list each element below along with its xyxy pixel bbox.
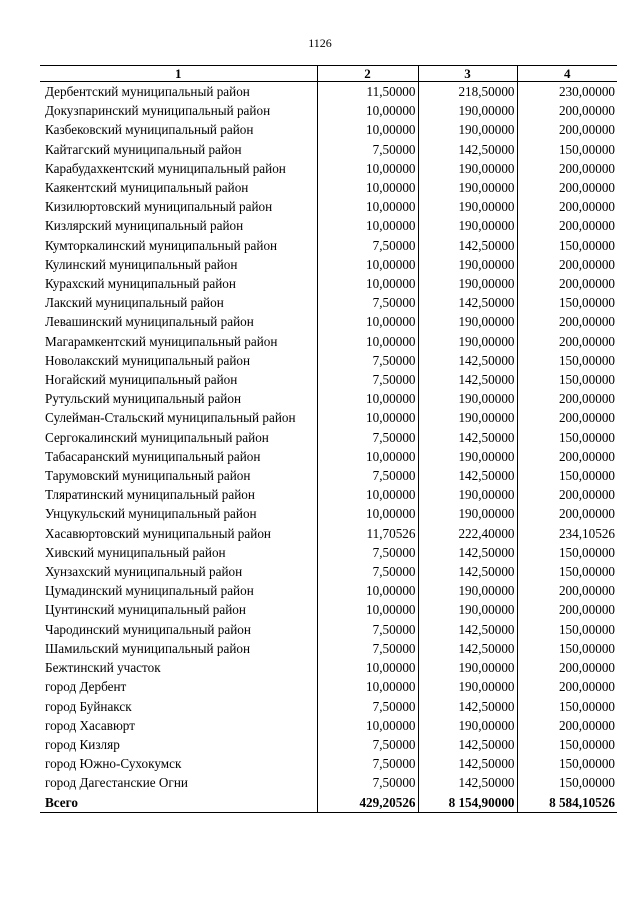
row-name-cell: Кизлярский муниципальный район: [40, 216, 317, 235]
row-col4-cell: 150,00000: [558, 756, 615, 772]
row-col3-cell: 190,00000: [418, 389, 517, 408]
row-col2-cell: 7,50000: [317, 773, 418, 792]
row-col4-cell: 234,10526: [558, 525, 615, 541]
data-table: [40, 65, 617, 813]
row-name-cell: Магарамкентский муниципальный район: [40, 332, 317, 351]
row-col4-cell: 200,00000: [558, 391, 615, 407]
row-col2-cell: 7,50000: [317, 543, 418, 562]
row-col3-cell: 142,50000: [418, 428, 517, 447]
row-col2-cell: 10,00000: [317, 581, 418, 600]
header-col-3: 3: [418, 66, 517, 82]
row-col3-cell: 190,00000: [418, 197, 517, 216]
row-name-cell: Новолакский муниципальный район: [40, 351, 317, 370]
row-col2-cell: 7,50000: [317, 562, 418, 581]
row-name-cell: Дербентский муниципальный район: [40, 82, 317, 102]
row-col3-cell: 142,50000: [418, 466, 517, 485]
row-col3-cell: 142,50000: [418, 351, 517, 370]
row-col4-cell: 200,00000: [558, 103, 615, 119]
row-col4-cell: 150,00000: [558, 775, 615, 791]
table-row: [40, 581, 617, 600]
table-row: [40, 140, 617, 159]
row-col3-cell: 142,50000: [418, 140, 517, 159]
row-col4-cell: 150,00000: [558, 736, 615, 752]
row-col2-cell: 10,00000: [317, 485, 418, 504]
table-header: [40, 66, 617, 82]
row-name-cell: Бежтинский участок: [40, 658, 317, 677]
total-value: 8 584,10526: [517, 793, 617, 813]
row-col4-cell: 200,00000: [558, 180, 615, 196]
row-col3-cell: 142,50000: [418, 543, 517, 562]
table-row: [40, 408, 617, 427]
row-col2-cell: 10,00000: [317, 216, 418, 235]
row-col4-cell: 150,00000: [558, 640, 615, 656]
table-row: [40, 101, 617, 120]
row-col3-cell: 222,40000: [418, 524, 517, 543]
row-name-cell: город Буйнакск: [40, 697, 317, 716]
table-row: [40, 504, 617, 523]
row-col2-cell: 7,50000: [317, 293, 418, 312]
row-col4-cell: 200,00000: [558, 160, 615, 176]
row-col3-cell: 190,00000: [418, 216, 517, 235]
row-col3-cell: 190,00000: [418, 332, 517, 351]
row-col2-cell: 10,00000: [317, 274, 418, 293]
row-name-cell: Унцукульский муниципальный район: [40, 504, 317, 523]
row-col4-cell: 150,00000: [558, 352, 615, 368]
row-col3-cell: 190,00000: [418, 255, 517, 274]
row-col2-cell: 7,50000: [317, 697, 418, 716]
row-col2-cell: 7,50000: [317, 236, 418, 255]
row-col4-cell: 150,00000: [558, 429, 615, 445]
table-row: [40, 447, 617, 466]
total-value: 8 154,90000: [418, 793, 517, 813]
row-col4-cell: 150,00000: [558, 295, 615, 311]
table-row: [40, 524, 617, 543]
row-col2-cell: 10,00000: [317, 332, 418, 351]
table-row: [40, 178, 617, 197]
row-col3-cell: 142,50000: [418, 370, 517, 389]
row-col4-cell: 200,00000: [558, 583, 615, 599]
table-row: [40, 773, 617, 792]
row-col4-cell: 200,00000: [558, 314, 615, 330]
row-col3-cell: 190,00000: [418, 159, 517, 178]
row-col3-cell: 190,00000: [418, 312, 517, 331]
row-col4-cell: 200,00000: [558, 276, 615, 292]
table-row: [40, 332, 617, 351]
row-col4-cell: 150,00000: [558, 372, 615, 388]
table-row: [40, 639, 617, 658]
row-name-cell: Кулинский муниципальный район: [40, 255, 317, 274]
table-row: [40, 216, 617, 235]
row-col3-cell: 190,00000: [418, 658, 517, 677]
row-col3-cell: 190,00000: [418, 716, 517, 735]
row-col3-cell: 190,00000: [418, 600, 517, 619]
table-row: [40, 485, 617, 504]
row-name-cell: Докузпаринский муниципальный район: [40, 101, 317, 120]
row-name-cell: Левашинский муниципальный район: [40, 312, 317, 331]
table-row: [40, 716, 617, 735]
row-col2-cell: 7,50000: [317, 466, 418, 485]
table-row: [40, 658, 617, 677]
row-col3-cell: 190,00000: [418, 447, 517, 466]
table-row: [40, 236, 617, 255]
row-name-cell: Цумадинский муниципальный район: [40, 581, 317, 600]
header-row: [40, 66, 617, 82]
row-name-cell: Сергокалинский муниципальный район: [40, 428, 317, 447]
row-name-cell: Хасавюртовский муниципальный район: [40, 524, 317, 543]
row-col2-cell: 10,00000: [317, 447, 418, 466]
row-col4-cell: 230,00000: [558, 84, 615, 99]
row-name-cell: город Дербент: [40, 677, 317, 696]
row-name-cell: Ногайский муниципальный район: [40, 370, 317, 389]
row-col2-cell: 10,00000: [317, 101, 418, 120]
table-row: [40, 255, 617, 274]
row-col4-cell: 150,00000: [558, 621, 615, 637]
table-row: [40, 82, 617, 102]
table-row: [40, 293, 617, 312]
row-col4-cell: 200,00000: [558, 256, 615, 272]
row-col2-cell: 10,00000: [317, 389, 418, 408]
table-row: [40, 735, 617, 754]
table-row: [40, 120, 617, 139]
row-col4-cell: 150,00000: [558, 544, 615, 560]
row-name-cell: Карабудахкентский муниципальный район: [40, 159, 317, 178]
row-col3-cell: 142,50000: [418, 620, 517, 639]
row-col3-cell: 190,00000: [418, 178, 517, 197]
row-col2-cell: 10,00000: [317, 255, 418, 274]
total-value: 429,20526: [317, 793, 418, 813]
table-row: [40, 754, 617, 773]
row-col2-cell: 10,00000: [317, 716, 418, 735]
row-col4-cell: 150,00000: [558, 237, 615, 253]
row-name-cell: Хивский муниципальный район: [40, 543, 317, 562]
row-name-cell: Лакский муниципальный район: [40, 293, 317, 312]
row-name-cell: Тарумовский муниципальный район: [40, 466, 317, 485]
row-col3-cell: 190,00000: [418, 504, 517, 523]
row-name-cell: Шамильский муниципальный район: [40, 639, 317, 658]
table-row: [40, 312, 617, 331]
table-row: [40, 389, 617, 408]
row-col4-cell: 200,00000: [558, 506, 615, 522]
row-col4-cell: 200,00000: [558, 199, 615, 215]
row-col2-cell: 7,50000: [317, 735, 418, 754]
row-name-cell: Кумторкалинский муниципальный район: [40, 236, 317, 255]
table-body: [40, 82, 617, 813]
table-row: [40, 197, 617, 216]
row-name-cell: город Хасавюрт: [40, 716, 317, 735]
table-row: [40, 677, 617, 696]
row-col2-cell: 10,00000: [317, 677, 418, 696]
row-col3-cell: 190,00000: [418, 120, 517, 139]
header-col-2: 2: [317, 66, 418, 82]
row-col2-cell: 11,50000: [317, 82, 418, 102]
row-col3-cell: 142,50000: [418, 697, 517, 716]
row-col2-cell: 7,50000: [317, 370, 418, 389]
table-row: [40, 159, 617, 178]
row-col3-cell: 218,50000: [418, 82, 517, 102]
row-col4-cell: 200,00000: [558, 410, 615, 426]
row-col3-cell: 190,00000: [418, 581, 517, 600]
row-col4-cell: 150,00000: [558, 564, 615, 580]
row-col2-cell: 7,50000: [317, 351, 418, 370]
row-col4-cell: 200,00000: [558, 679, 615, 695]
row-col3-cell: 142,50000: [418, 562, 517, 581]
row-name-cell: Хунзахский муниципальный район: [40, 562, 317, 581]
row-col4-cell: 200,00000: [558, 122, 615, 138]
row-col3-cell: 190,00000: [418, 101, 517, 120]
row-col3-cell: 190,00000: [418, 485, 517, 504]
row-col2-cell: 7,50000: [317, 620, 418, 639]
table-row: [40, 543, 617, 562]
row-col3-cell: 190,00000: [418, 408, 517, 427]
row-col4-cell: 200,00000: [558, 660, 615, 676]
table-row: [40, 600, 617, 619]
row-col2-cell: 10,00000: [317, 312, 418, 331]
table-row: [40, 351, 617, 370]
row-col3-cell: 142,50000: [418, 639, 517, 658]
row-col3-cell: 190,00000: [418, 274, 517, 293]
row-col3-cell: 142,50000: [418, 236, 517, 255]
row-col3-cell: 142,50000: [418, 293, 517, 312]
header-col-1: 1: [40, 66, 317, 82]
row-name-cell: город Дагестанские Огни: [40, 773, 317, 792]
row-name-cell: Сулейман-Стальский муниципальный район: [40, 408, 317, 427]
table-row: [40, 428, 617, 447]
row-col2-cell: 10,00000: [317, 658, 418, 677]
row-col3-cell: 142,50000: [418, 754, 517, 773]
row-col4-cell: 200,00000: [558, 487, 615, 503]
row-col2-cell: 7,50000: [317, 754, 418, 773]
row-col3-cell: 142,50000: [418, 735, 517, 754]
row-name-cell: Кайтагский муниципальный район: [40, 140, 317, 159]
row-col2-cell: 10,00000: [317, 197, 418, 216]
row-col2-cell: 7,50000: [317, 639, 418, 658]
row-col2-cell: 7,50000: [317, 140, 418, 159]
row-col2-cell: 11,70526: [317, 524, 418, 543]
row-col2-cell: 10,00000: [317, 408, 418, 427]
row-col2-cell: 10,00000: [317, 120, 418, 139]
table-row: [40, 620, 617, 639]
table-row: [40, 274, 617, 293]
table-row: [40, 562, 617, 581]
row-col4-cell: 200,00000: [558, 333, 615, 349]
table-row: [40, 466, 617, 485]
total-label: Всего: [40, 793, 317, 813]
row-col4-cell: 200,00000: [558, 218, 615, 234]
table-row: [40, 697, 617, 716]
row-col2-cell: 10,00000: [317, 178, 418, 197]
page-number: 1126: [308, 36, 332, 50]
row-name-cell: Казбековский муниципальный район: [40, 120, 317, 139]
row-col2-cell: 10,00000: [317, 504, 418, 523]
row-col4-cell: 150,00000: [558, 141, 615, 157]
row-col4-cell: 200,00000: [558, 602, 615, 618]
row-name-cell: Тляратинский муниципальный район: [40, 485, 317, 504]
row-col3-cell: 190,00000: [418, 677, 517, 696]
row-col2-cell: 7,50000: [317, 428, 418, 447]
row-name-cell: город Кизляр: [40, 735, 317, 754]
row-name-cell: Кизилюртовский муниципальный район: [40, 197, 317, 216]
row-col4-cell: 150,00000: [558, 698, 615, 714]
total-row: [40, 793, 617, 813]
table-row: [40, 370, 617, 389]
row-col2-cell: 10,00000: [317, 600, 418, 619]
row-col3-cell: 142,50000: [418, 773, 517, 792]
row-name-cell: город Южно-Сухокумск: [40, 754, 317, 773]
row-name-cell: Чародинский муниципальный район: [40, 620, 317, 639]
row-col4-cell: 200,00000: [558, 717, 615, 733]
header-col-4: 4: [517, 66, 617, 82]
row-name-cell: Рутульский муниципальный район: [40, 389, 317, 408]
row-name-cell: Каякентский муниципальный район: [40, 178, 317, 197]
row-name-cell: Курахский муниципальный район: [40, 274, 317, 293]
row-col4-cell: 150,00000: [558, 468, 615, 484]
row-name-cell: Цунтинский муниципальный район: [40, 600, 317, 619]
row-col4-cell: 200,00000: [558, 448, 615, 464]
row-col2-cell: 10,00000: [317, 159, 418, 178]
row-name-cell: Табасаранский муниципальный район: [40, 447, 317, 466]
